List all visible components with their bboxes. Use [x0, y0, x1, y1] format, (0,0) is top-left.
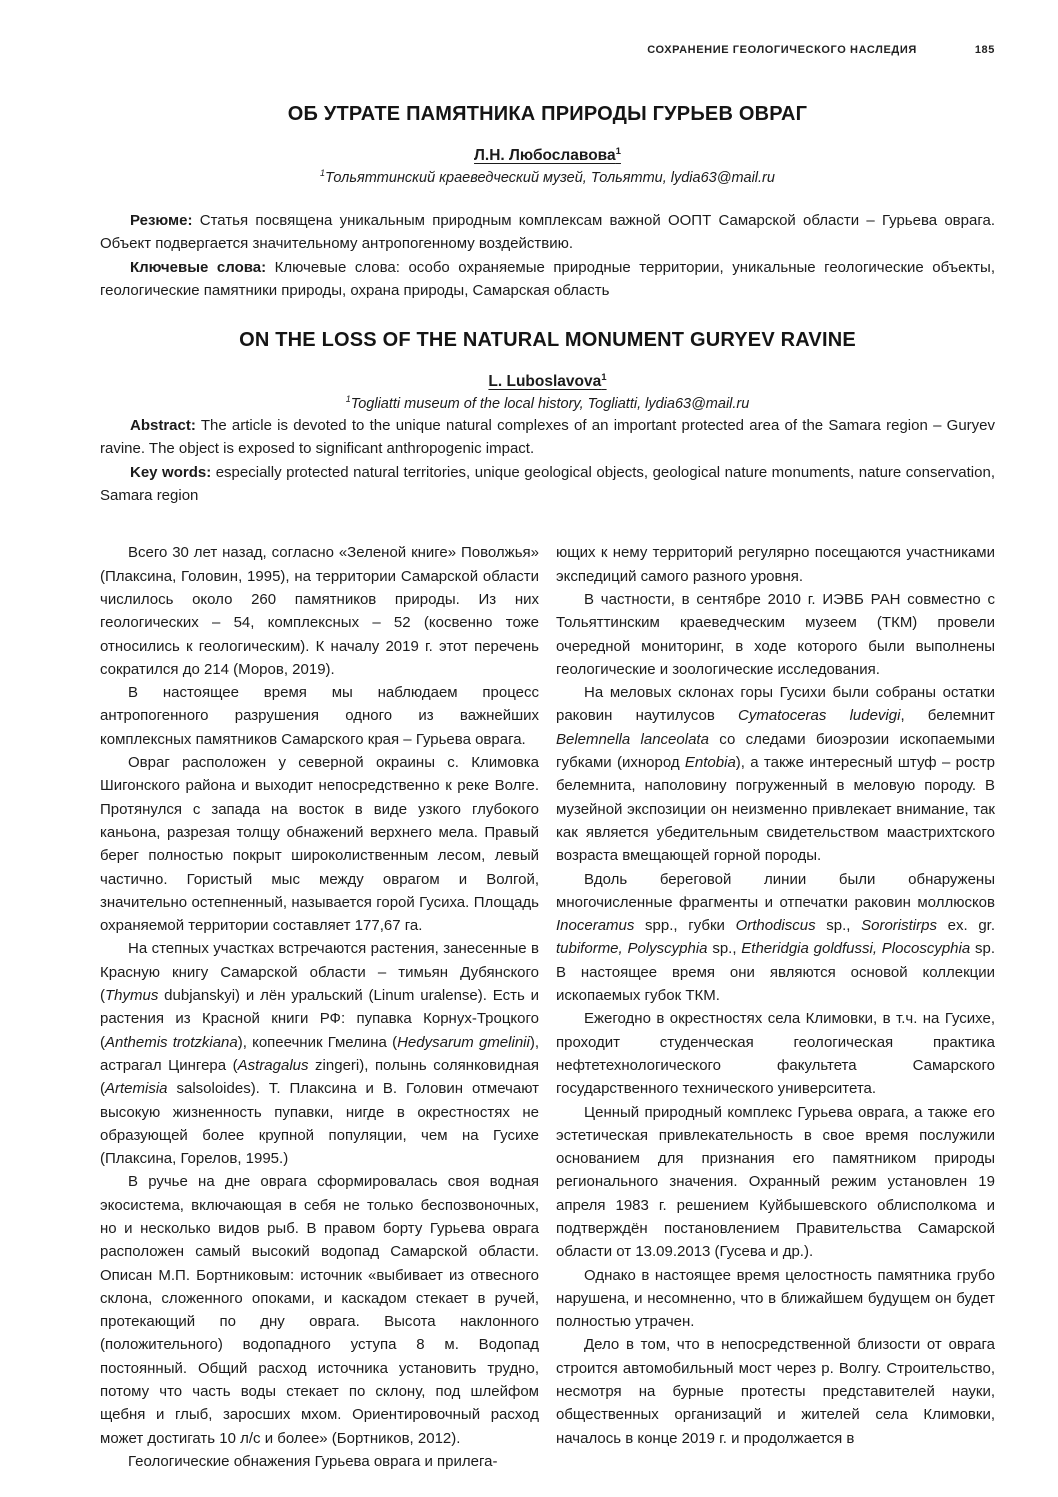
abstract-label-en: Abstract: [130, 417, 196, 435]
right-column [556, 541, 995, 1473]
article-title-ru: ОБ УТРАТЕ ПАМЯТНИКА ПРИРОДЫ ГУРЬЕВ ОВРАГ [287, 103, 808, 125]
keywords-label-ru: Ключевые слова: [130, 258, 267, 276]
body-paragraph [100, 541, 539, 681]
text-run: На степных участках встречаются растения, занесенные в Красную книгу Самарской области – тимьян Дубянского ( [100, 940, 539, 1005]
body-paragraph [556, 588, 995, 681]
keywords-en [100, 461, 995, 508]
body-paragraph [556, 1101, 995, 1264]
affiliation-en: $^1$Togliatti museum of the local history, Togliatti, lydia63@mail.ru [345, 394, 750, 413]
species-name: Etheridgia goldfussi, Plocoscyphia [741, 940, 971, 958]
species-name: Inoceramus [556, 917, 635, 935]
text-run: ), астрагал Цингера ( [100, 1033, 539, 1074]
text-run: Овраг расположен у северной окраины с. Климовка Шигонского района и выходит непосредственно к реке Волге. Протянулся с запада на восток в виде узкого глубокого каньона, разрезая толщу обнажений верхнего мела. Правый берег полностью покрыт широколиственным лесом, левый частично. Гористый мыс между оврагом и Волгой, значительно остепненный, называется горой Гусиха. Площадь охраняемой территории составляет 177,67 га. [100, 754, 539, 935]
text-run: Геологические обнажения Гурьева оврага и прилега- [128, 1452, 498, 1470]
text-run: Однако в настоящее время целостность памятника грубо нарушена, и несомненно, что в ближайшем будущем он будет полностью утрачен. [556, 1266, 995, 1331]
text-run: ), а также интересный штуф – ростр белемнита, наполовину погруженный в меловую породу. В музейной экспозиции он неизменно привлекает внимание, так как является убедительным свидетельством маастрихтского возраста вмещающей горной породы. [556, 754, 995, 865]
text-run: dubjanskyi) и лён уральский (Linum uralense). Есть и растения из Красной книги РФ: пупавка Корнух-Троцкого ( [100, 987, 539, 1051]
text-run: Дело в том, что в непосредственной близости от оврага строится автомобильный мост через р. Волгу. Строительство, несмотря на бурные протесты представителей науки, общественных организаций и жителей села Климовки, началось в конце 2019 г. и продолжается в [556, 1336, 995, 1447]
article-title-en: ON THE LOSS OF THE NATURAL MONUMENT GURYEV RAVINE [239, 329, 856, 352]
affiliation-ru: $^1$Тольяттинский краеведческий музей, Тольятти, lydia63@mail.ru [320, 168, 775, 186]
text-run: salsoloides). Т. Плаксина и В. Головин отмечают высокую жизненность пупавки, нигде в окрестностях не образующей более крупной популяции, чем на Гусихе (Плаксина, Горелов, 1995.) [100, 1080, 539, 1168]
text-run: В частности, в сентябре 2010 г. ИЭВБ РАН совместно с Тольяттинским краеведческим музеем (ТКМ) провели очередной мониторинг, в ходе которого были выполнены геологические и зоологические исследования. [556, 590, 995, 678]
left-column [100, 541, 539, 1473]
text-run: sp., [815, 917, 862, 935]
species-name: Astragalus [237, 1056, 309, 1074]
species-name: Anthemis trotzkiana [105, 1033, 238, 1051]
text-run: , белемнит [900, 707, 995, 725]
body-paragraph [556, 1007, 995, 1100]
text-run: sp., [707, 940, 742, 958]
body-paragraph [100, 1170, 539, 1450]
body-paragraph [100, 751, 539, 937]
text-run: Ежегодно в окрестностях села Климовки, в т.ч. на Гусихе, проходит студенческая геологическая практика нефтетехнологического факультета Самарского государственного технического университета. [556, 1010, 995, 1098]
species-name: tubiforme, Polyscyphia [556, 940, 708, 958]
text-run: Вдоль береговой линии были обнаружены многочисленные фрагменты и отпечатки раковин моллюсков [556, 870, 995, 911]
species-name: Thymus [105, 987, 159, 1005]
text-run: Всего 30 лет назад, согласно «Зеленой книге» Поволжья» (Плаксина, Головин, 1995), на территории Самарской области числилось около 260 памятников природы. Из них геологических – 54, комплексных – 52 (косвенно тоже относились к геологическим). К началу 2019 г. этот перечень сократился до 214 (Моров, 2019). [100, 544, 539, 678]
abstract-text-en: The article is devoted to the unique natural complexes of an important protected area of the Samara region – Guryev ravine. The object is exposed to significant anthropogenic impact. [100, 417, 995, 458]
body-paragraph [100, 681, 539, 751]
text-run: sp. В настоящее время они являются основой коллекции ископаемых губок ТКМ. [556, 940, 995, 1005]
body-paragraph [100, 937, 539, 1170]
text-run: ), копеечник Гмелина ( [237, 1033, 398, 1051]
species-name: Artemisia [105, 1080, 168, 1098]
author-footnote-mark-en: 1 [601, 372, 607, 384]
author-ru [100, 147, 995, 165]
body-paragraph [556, 1264, 995, 1334]
body-paragraph [556, 1333, 995, 1449]
abstract-text-ru: Статья посвящена уникальным природным комплексам важной ООПТ Самарской области – Гурьева оврага. Объект подвергается значительному антропогенному воздействию. [100, 212, 995, 253]
keywords-text-ru: Ключевые слова: особо охраняемые природные территории, уникальные геологические объекты, геологические памятники природы, охрана природы, Самарская область [100, 258, 995, 299]
text-run: ющих к нему территорий регулярно посещаются участниками экспедиций самого разного уровня. [556, 544, 995, 585]
affiliation-footnote-mark-ru: 1 [320, 168, 326, 179]
text-run: spp., губки [634, 917, 736, 935]
species-name: Entobia [684, 754, 736, 772]
text-run: В настоящее время мы наблюдаем процесс антропогенного разрушения одного из важнейших комплексных памятников Самарского края – Гурьева оврага. [100, 684, 539, 748]
running-header-title: СОХРАНЕНИЕ ГЕОЛОГИЧЕСКОГО НАСЛЕДИЯ [647, 44, 917, 56]
author-name-ru: Л.Н. Любославова$^1$ [474, 145, 621, 164]
species-name: Cymatoceras ludevigi [738, 707, 901, 725]
species-name: Belemnella lanceolata [556, 730, 709, 748]
keywords-ru [100, 256, 995, 303]
abstract-en [100, 414, 995, 461]
author-name-en: L. Luboslavova$^1$ [488, 372, 607, 391]
text-run: ex. gr. [936, 917, 995, 935]
author-footnote-mark-ru: 1 [615, 145, 621, 157]
body-paragraph [100, 1450, 539, 1473]
text-run: со следами биоэрозии ископаемыми губками (ихнород [556, 730, 995, 772]
page-number: 185 [974, 44, 995, 56]
abstract-ru [100, 209, 995, 256]
author-en [100, 373, 995, 391]
body-paragraph [556, 681, 995, 867]
keywords-label-en: Key words: [130, 463, 212, 481]
body-paragraph [556, 868, 995, 1008]
body-columns [100, 541, 995, 1473]
text-run: В ручье на дне оврага сформировалась своя водная экосистема, включающая в себя не только беспозвоночных, но и несколько видов рыб. В правом борту Гурьева оврага расположен самый высокий водопад Самарской области. Описан М.П. Бортниковым: источник «выбивает из отвесного склона, сложенного опоками, и каскадом стекает в ручей, протекающий по дну оврага. Высота наклонного (положительного) водопадного уступа 8 м. Водопад постоянный. Общий расход источника установить трудно, потому что часть воды стекает по склону, под шлейфом щебня и глыб, заросших мхом. Ориентировочный расход может достигать 10 л/с и более» (Бортников, 2012). [100, 1173, 539, 1447]
text-run: Ценный природный комплекс Гурьева оврага, а также его эстетическая привлекательность в свое время послужили основанием для признания его памятником природы регионального значения. Охранный режим установлен 19 апреля 1983 г. решением Куйбышевского облисполкома и подтверждён постановлением Правительства Самарской области от 13.09.2013 (Гусева и др.). [556, 1103, 995, 1261]
abstract-label-ru: Резюме: [130, 212, 193, 229]
species-name: Hedysarum gmelinii [397, 1033, 530, 1051]
body-paragraph [556, 541, 995, 588]
species-name: Sororistirps [861, 917, 937, 935]
affiliation-footnote-mark-en: 1 [345, 394, 351, 405]
species-name: Orthodiscus [735, 917, 816, 935]
text-run: На меловых склонах горы Гусихи были собраны остатки раковин наутилусов [556, 684, 995, 725]
running-header [100, 44, 995, 56]
text-run: zingeri), полынь солянковидная ( [100, 1056, 540, 1098]
keywords-text-en: especially protected natural territories, unique geological objects, geological nature monuments, nature conservation, Samara region [100, 463, 995, 505]
